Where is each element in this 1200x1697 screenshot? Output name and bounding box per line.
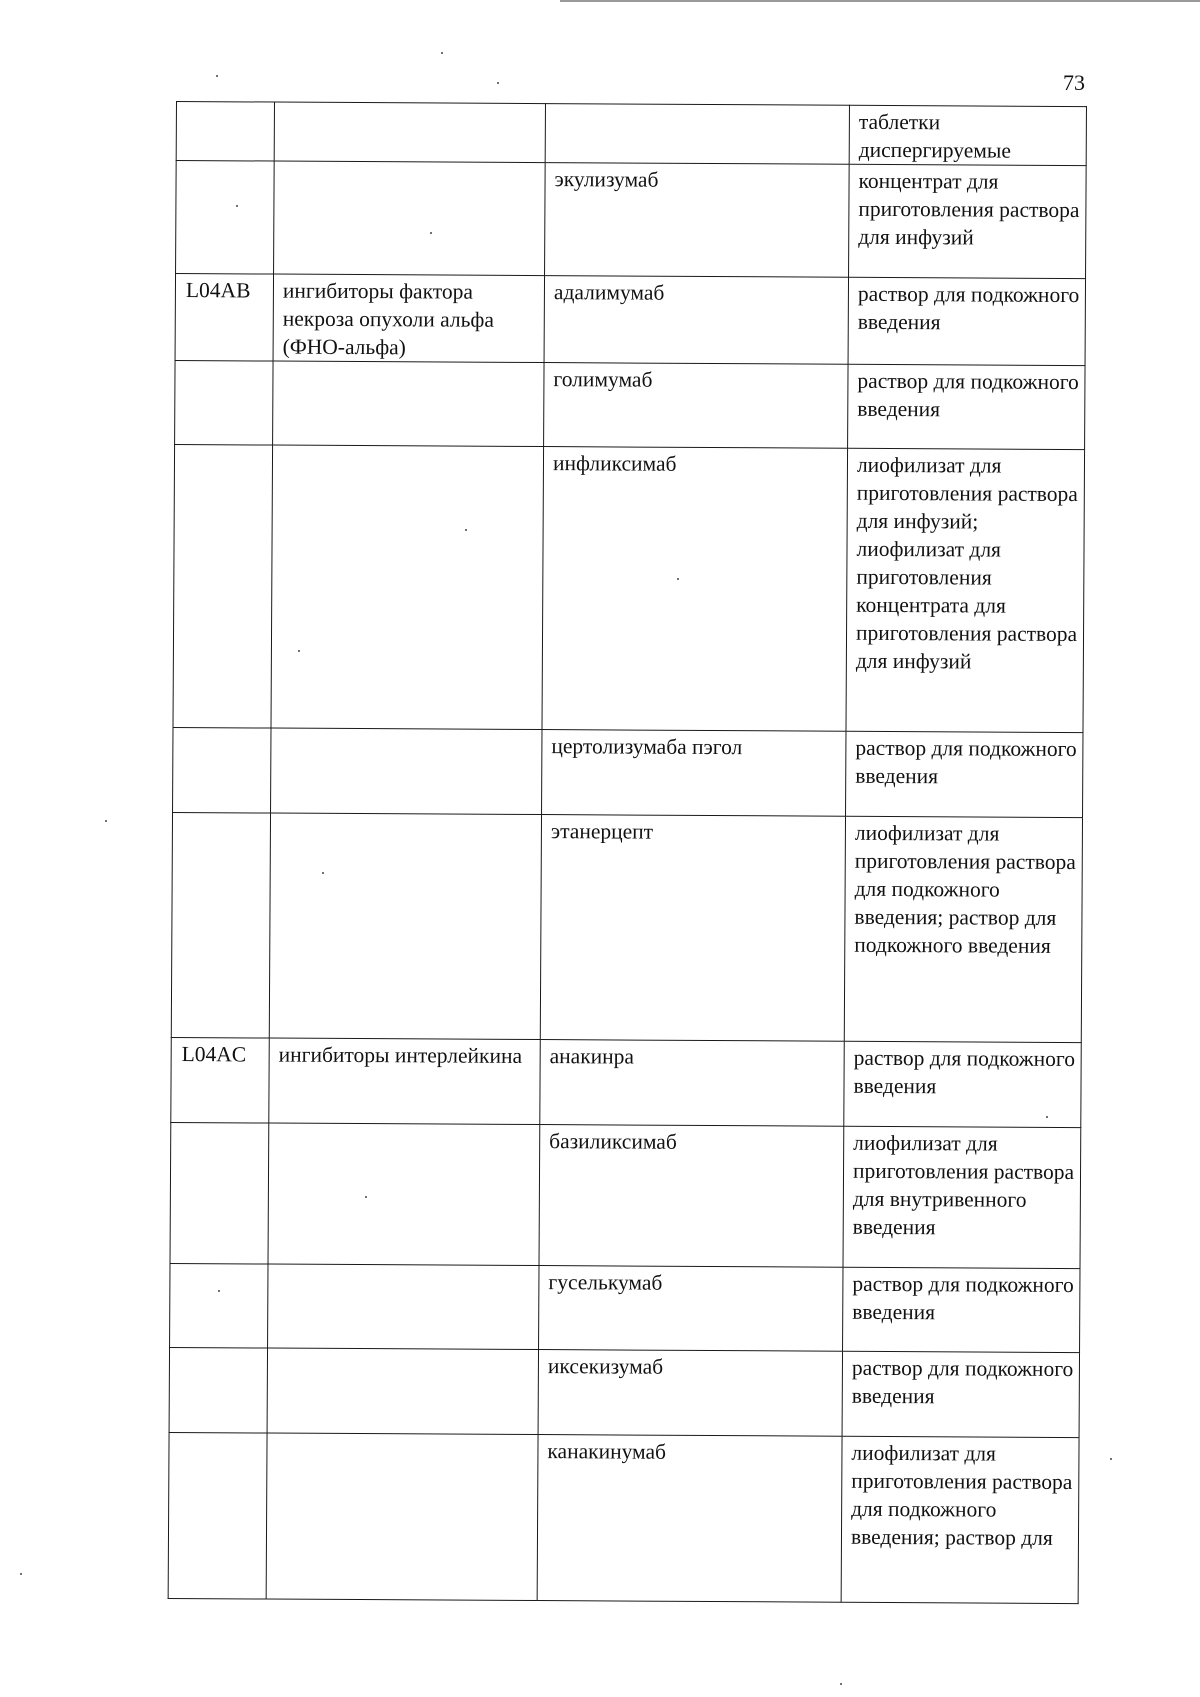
cell-code bbox=[171, 812, 270, 1038]
cell-group bbox=[271, 728, 542, 815]
cell-form: лиофилизат для приготовления раствора для подкожного введения; раствор для bbox=[841, 1436, 1079, 1603]
cell-drug: голимумаб bbox=[544, 363, 848, 449]
cell-drug: канакинумаб bbox=[537, 1435, 842, 1603]
scan-speck bbox=[840, 1683, 842, 1685]
scan-speck bbox=[465, 529, 467, 531]
cell-group bbox=[273, 361, 544, 447]
cell-form: лиофилизат для приготовления раствора для внутривенного введения bbox=[843, 1126, 1081, 1268]
cell-group: ингибиторы интерлейкина bbox=[269, 1038, 540, 1125]
cell-drug: гуселькумаб bbox=[539, 1266, 843, 1352]
scan-speck bbox=[441, 52, 443, 54]
scan-speck bbox=[322, 872, 324, 874]
table-row bbox=[170, 1122, 1081, 1268]
cell-drug: этанерцепт bbox=[540, 815, 845, 1042]
scan-speck bbox=[216, 75, 218, 77]
scan-speck bbox=[105, 820, 107, 822]
table-row bbox=[171, 812, 1082, 1042]
cell-form: раствор для подкожного введения bbox=[848, 364, 1085, 449]
scan-speck bbox=[1046, 1116, 1048, 1118]
scan-speck bbox=[677, 578, 679, 580]
cell-form: раствор для подкожного введения bbox=[846, 731, 1083, 817]
cell-code: L04AC bbox=[171, 1037, 269, 1123]
table-row bbox=[176, 102, 1086, 166]
scan-speck bbox=[218, 1290, 220, 1292]
table-row bbox=[173, 727, 1083, 817]
cell-form: лиофилизат для приготовления раствора для подкожного введения; раствор для подкожного введения bbox=[844, 816, 1082, 1042]
table-row bbox=[173, 444, 1085, 732]
drug-table bbox=[168, 101, 1087, 1604]
cell-group bbox=[271, 445, 544, 730]
cell-form: раствор для подкожного введения bbox=[842, 1351, 1079, 1437]
cell-drug: цертолизумаба пэгол bbox=[542, 730, 846, 817]
scan-speck bbox=[430, 232, 432, 234]
cell-group bbox=[269, 813, 541, 1040]
cell-group: ингибиторы фактора некроза опухоли альфа (ФНО-альфа) bbox=[273, 274, 544, 363]
drug-table-body bbox=[168, 102, 1086, 1604]
cell-drug: адалимумаб bbox=[544, 276, 848, 365]
cell-group bbox=[266, 1433, 538, 1601]
page-number: 73 bbox=[1063, 70, 1085, 95]
cell-form: раствор для подкожного введения bbox=[848, 277, 1085, 365]
table-row bbox=[171, 1037, 1081, 1127]
table-row bbox=[168, 1432, 1079, 1603]
cell-form: концентрат для приготовления раствора для инфузий bbox=[849, 164, 1087, 278]
cell-code bbox=[175, 360, 273, 445]
scan-speck bbox=[365, 1196, 367, 1198]
scan-speck bbox=[20, 1573, 22, 1575]
table-row bbox=[175, 360, 1085, 449]
cell-code bbox=[169, 1347, 267, 1433]
cell-drug: экулизумаб bbox=[545, 163, 850, 278]
cell-form: раствор для подкожного введения bbox=[844, 1041, 1081, 1127]
cell-code bbox=[170, 1263, 268, 1348]
scan-speck bbox=[236, 205, 238, 207]
cell-form: лиофилизат для приготовления раствора для инфузий; лиофилизат для приготовления концентрата для приготовления раствора для инфузий bbox=[846, 448, 1085, 732]
scan-speck bbox=[1110, 1458, 1112, 1460]
cell-form: раствор для подкожного введения bbox=[843, 1267, 1080, 1352]
cell-code bbox=[176, 161, 275, 275]
cell-group bbox=[274, 161, 546, 276]
scan-edge-line bbox=[560, 0, 1200, 2]
cell-group bbox=[268, 1264, 539, 1350]
cell-drug: анакинра bbox=[540, 1040, 844, 1127]
cell-code: L04AB bbox=[175, 274, 273, 362]
cell-group bbox=[267, 1348, 538, 1435]
cell-group bbox=[268, 1123, 540, 1266]
scan-speck bbox=[497, 82, 499, 84]
cell-code bbox=[170, 1122, 269, 1264]
table-row bbox=[170, 1263, 1080, 1352]
cell-drug: иксекизумаб bbox=[538, 1350, 842, 1437]
cell-code bbox=[168, 1432, 267, 1599]
cell-code bbox=[173, 444, 273, 728]
table-row bbox=[176, 161, 1087, 279]
cell-drug: базиликсимаб bbox=[539, 1125, 844, 1268]
scan-speck bbox=[298, 650, 300, 652]
cell-drug bbox=[545, 104, 849, 165]
cell-code bbox=[173, 727, 271, 813]
table-row bbox=[175, 274, 1085, 366]
cell-form: таблетки диспергируемые bbox=[849, 105, 1086, 165]
cell-drug: инфликсимаб bbox=[542, 447, 848, 732]
cell-group bbox=[274, 102, 545, 163]
cell-code bbox=[176, 102, 274, 162]
table-row bbox=[169, 1347, 1079, 1437]
